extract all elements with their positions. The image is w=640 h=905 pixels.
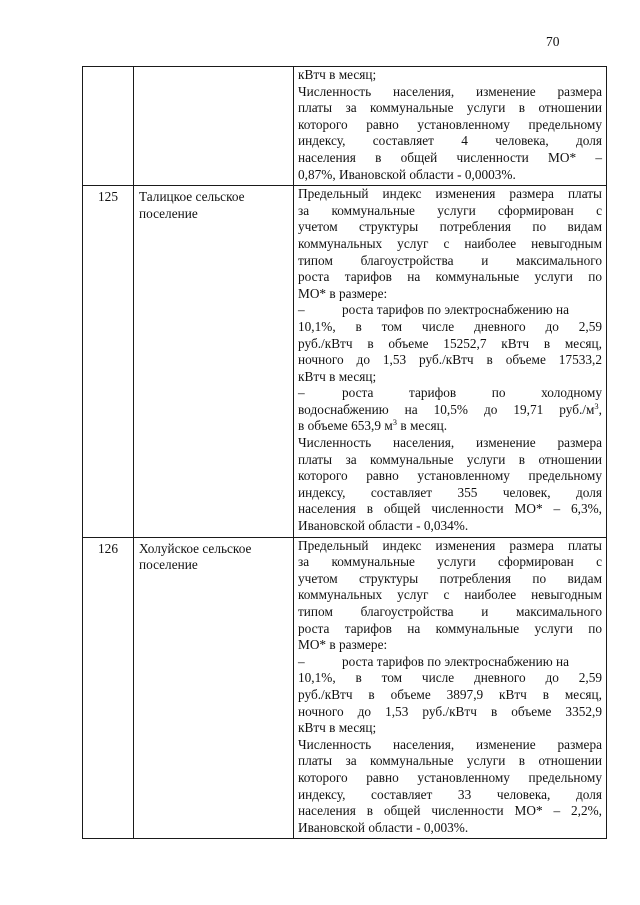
dash-marker: – — [298, 302, 305, 318]
municipality-name-cell: Талицкое сельское поселение — [134, 186, 294, 537]
table-row-125 — [83, 186, 607, 537]
description-cell — [294, 67, 607, 186]
text-line: коммунальных услуг с наиболее невыгодным — [298, 235, 602, 251]
text-line: индексу, составляет 355 человек, доля — [298, 484, 602, 500]
text-line: роста тарифов по электроснабжению на — [342, 302, 569, 318]
text-line: платы за коммунальные услуги в отношении — [298, 451, 602, 467]
text-line: Численность населения, изменение размера — [298, 736, 602, 752]
text-line: МО* в размере: — [298, 285, 388, 301]
text-line-with-superscript — [298, 402, 602, 419]
text-line: 10,1%, в том числе дневного до 2,59 — [298, 670, 602, 686]
text-line: которого равно установленному предельному — [298, 769, 602, 785]
text-line-with-superscript — [298, 418, 602, 435]
text-line: руб./кВтч в объеме 15252,7 кВтч в месяц, — [298, 335, 602, 351]
row-number-cell: 126 — [83, 537, 134, 839]
text-line: кВтч в месяц; — [298, 67, 377, 82]
table-row-continuation — [83, 67, 607, 186]
text-line: МО* в размере: — [298, 637, 388, 653]
row-number-cell: 125 — [83, 186, 134, 537]
description-cell — [294, 537, 607, 839]
text-line: за коммунальные услуги сформирован с — [298, 554, 602, 570]
text-line: роста тарифов по электроснабжению на — [342, 653, 569, 669]
text-fragment: в месяц. — [400, 418, 448, 434]
text-line: кВтч в месяц; — [298, 720, 377, 736]
text-line: руб./кВтч в объеме 3897,9 кВтч в месяц, — [298, 686, 602, 702]
text-line: Численность населения, изменение размера — [298, 435, 602, 451]
text-line: населения в общей численности МО* – 6,3%, — [298, 501, 602, 517]
text-line: 10,1%, в том числе дневного до 2,59 — [298, 318, 602, 334]
text-line: учетом структуры потребления по видам — [298, 219, 602, 235]
tariff-index-table — [82, 66, 607, 839]
text-line: Численность населения, изменение размера — [298, 83, 602, 99]
text-line: роста тарифов по холодному — [342, 385, 602, 401]
text-line: индексу, составляет 33 человека, доля — [298, 786, 602, 802]
text-line: типом благоустройства и максимального — [298, 252, 602, 268]
dash-marker: – — [298, 653, 305, 669]
municipality-name-cell: Холуйское сельское поселение — [134, 537, 294, 839]
description-cell — [294, 186, 607, 537]
list-item-electricity — [298, 302, 602, 319]
text-line: роста тарифов на коммунальные услуги по — [298, 269, 602, 285]
municipality-name-cell — [134, 67, 294, 186]
text-fragment: водоснабжению на 10,5% до 19,71 руб./м — [298, 401, 595, 417]
superscript-3: 3 — [392, 417, 398, 428]
text-line: 0,87%, Ивановской области - 0,0003%. — [298, 166, 516, 182]
table-row-126 — [83, 537, 607, 839]
text-line: населения в общей численности МО* – 2,2%, — [298, 803, 602, 819]
text-line: роста тарифов на коммунальные услуги по — [298, 620, 602, 636]
text-line: платы за коммунальные услуги в отношении — [298, 100, 602, 116]
text-line: кВтч в месяц; — [298, 368, 377, 384]
superscript-3: 3 — [594, 400, 599, 411]
dash-marker: – — [298, 385, 305, 401]
text-line: за коммунальные услуги сформирован с — [298, 202, 602, 218]
text-fragment: в объеме 653,9 м — [298, 418, 393, 434]
text-line: ночного до 1,53 руб./кВтч в объеме 17533,2 — [298, 352, 602, 368]
row-number-cell — [83, 67, 134, 186]
page-number: 70 — [546, 34, 560, 49]
text-line: которого равно установленному предельному — [298, 116, 602, 132]
text-line: индексу, составляет 4 человека, доля — [298, 133, 602, 149]
text-line: учетом структуры потребления по видам — [298, 570, 602, 586]
comma: , — [598, 401, 602, 417]
text-line: коммунальных услуг с наиболее невыгодным — [298, 587, 602, 603]
list-item-electricity — [298, 654, 602, 671]
list-item-cold-water — [298, 385, 602, 402]
text-line: которого равно установленному предельному — [298, 468, 602, 484]
text-line: Предельный индекс изменения размера платы — [298, 537, 602, 553]
text-line: населения в общей численности МО* – — [298, 149, 602, 165]
text-line: типом благоустройства и максимального — [298, 604, 602, 619]
text-line: платы за коммунальные услуги в отношении — [298, 753, 602, 769]
text-line: Ивановской области - 0,034%. — [298, 518, 469, 534]
text-line: ночного до 1,53 руб./кВтч в объеме 3352,9 — [298, 703, 602, 719]
text-line: Предельный индекс изменения размера платы — [298, 186, 602, 202]
text-line: Ивановской области - 0,003%. — [298, 819, 469, 835]
